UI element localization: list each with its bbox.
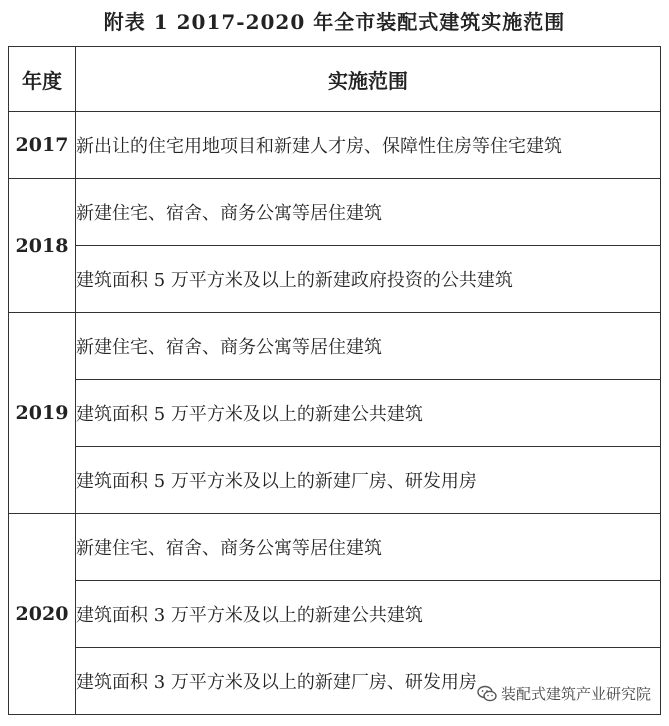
- scope-cell: 新建住宅、宿舍、商务公寓等居住建筑: [76, 313, 661, 380]
- table-row: [9, 112, 661, 179]
- watermark-text: 装配式建筑产业研究院: [500, 685, 651, 703]
- scope-cell: 建筑面积 5 万平方米及以上的新建政府投资的公共建筑: [76, 246, 661, 313]
- scope-table: [8, 46, 661, 715]
- scope-cell: 建筑面积 3 万平方米及以上的新建厂房、研发用房: [76, 648, 661, 715]
- table-row: [9, 313, 661, 380]
- table-row: [9, 380, 661, 447]
- table-row: [9, 514, 661, 581]
- table-row: [9, 447, 661, 514]
- wechat-icon: [477, 685, 497, 703]
- table-row: [9, 246, 661, 313]
- year-cell: 2019: [9, 313, 76, 514]
- year-cell: 2017: [9, 112, 76, 179]
- year-cell: 2020: [9, 514, 76, 715]
- scope-cell: 新出让的住宅用地项目和新建人才房、保障性住房等住宅建筑: [76, 112, 661, 179]
- table-title: 附表 1 2017-2020 年全市装配式建筑实施范围: [103, 10, 566, 34]
- scope-cell: 建筑面积 5 万平方米及以上的新建公共建筑: [76, 380, 661, 447]
- header-scope: 实施范围: [76, 47, 661, 112]
- header-year: 年度: [9, 47, 76, 112]
- year-cell: 2018: [9, 179, 76, 313]
- watermark: [477, 683, 651, 704]
- table-row: [9, 648, 661, 715]
- scope-cell: 新建住宅、宿舍、商务公寓等居住建筑: [76, 514, 661, 581]
- scope-cell: 建筑面积 5 万平方米及以上的新建厂房、研发用房: [76, 447, 661, 514]
- scope-cell: 建筑面积 3 万平方米及以上的新建公共建筑: [76, 581, 661, 648]
- table-row: [9, 581, 661, 648]
- scope-cell: 新建住宅、宿舍、商务公寓等居住建筑: [76, 179, 661, 246]
- table-row: [9, 179, 661, 246]
- table-header-row: [9, 47, 661, 112]
